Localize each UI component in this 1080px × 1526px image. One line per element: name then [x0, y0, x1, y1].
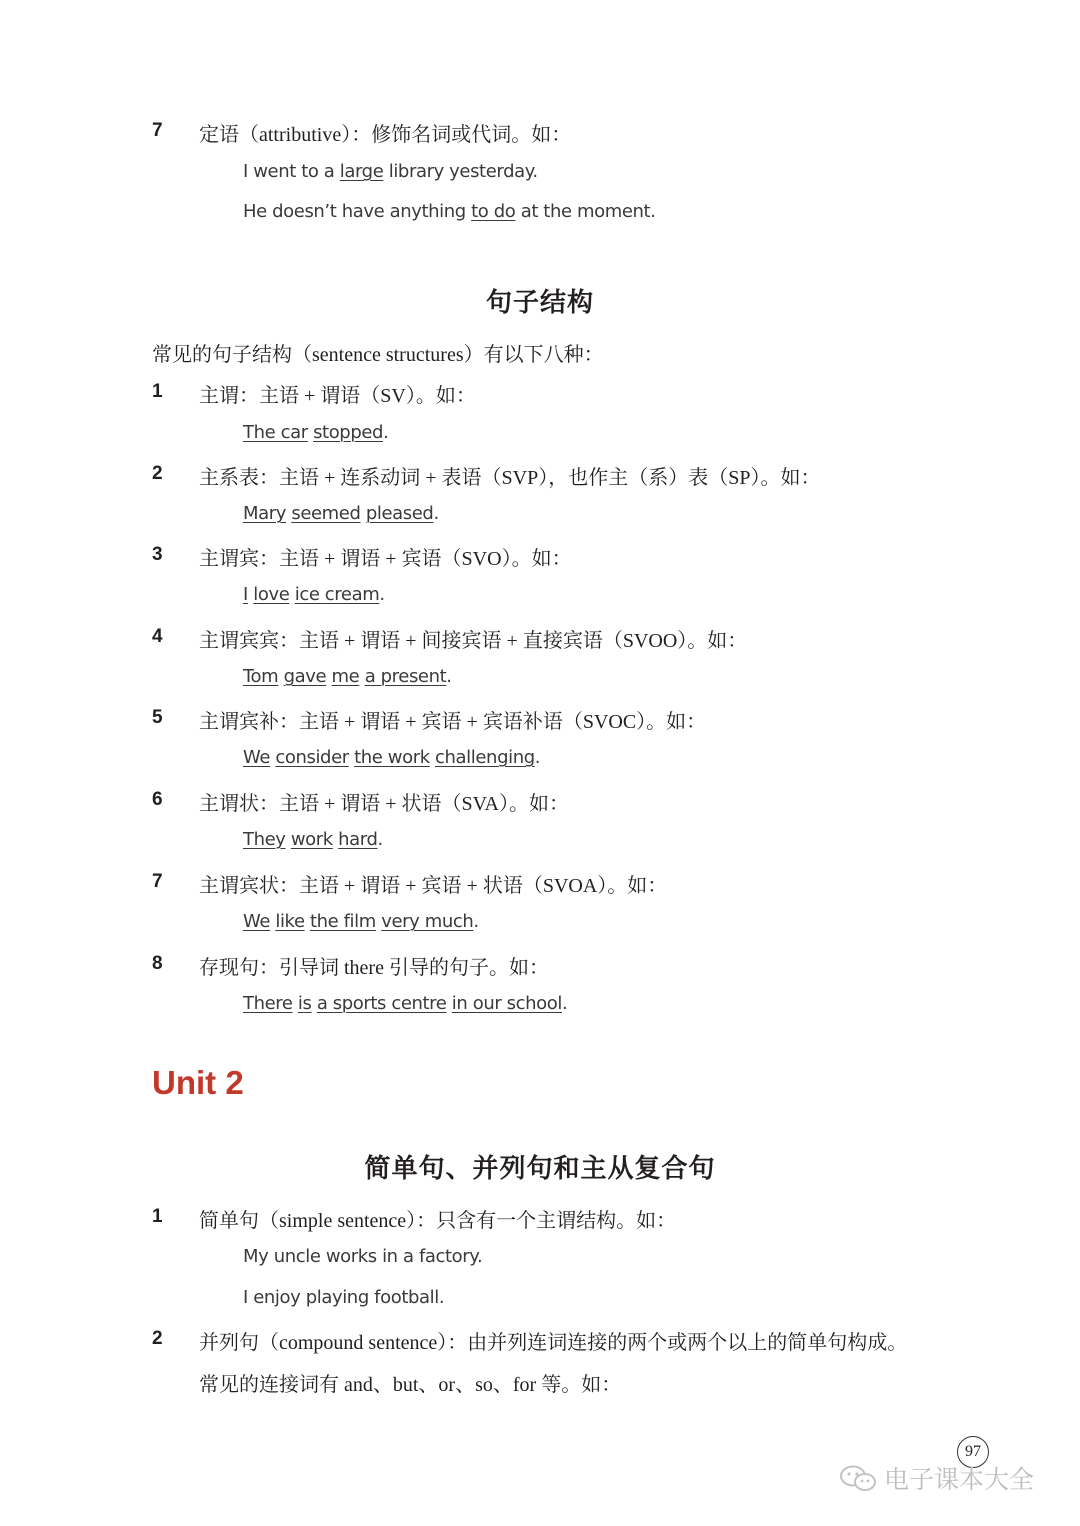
- item-text: 存现句：引导词 there 引导的句子。如：: [199, 957, 549, 979]
- example-sentence: The car stopped.: [243, 422, 389, 443]
- watermark: [838, 1460, 1034, 1496]
- section-title: 句子结构: [485, 288, 594, 318]
- item-number: 6: [152, 789, 163, 810]
- item-number: 2: [152, 1328, 163, 1349]
- item-text: 主谓宾状：主语 + 谓语 + 宾语 + 状语（SVOA）。如：: [199, 875, 668, 897]
- example-sentence: My uncle works in a factory.: [243, 1246, 483, 1267]
- example-sentence: They work hard.: [243, 829, 383, 850]
- example-sentence: I love ice cream.: [243, 584, 385, 605]
- item-text: 主谓宾宾：主语 + 谓语 + 间接宾语 + 直接宾语（SVOO）。如：: [199, 630, 748, 652]
- item-text: 主谓宾：主语 + 谓语 + 宾语（SVO）。如：: [199, 548, 572, 570]
- example-sentence: I enjoy playing football.: [243, 1287, 445, 1308]
- example-sentence: Mary seemed pleased.: [243, 503, 439, 524]
- example-sentence: Tom gave me a present.: [243, 666, 452, 687]
- example-sentence: There is a sports centre in our school.: [243, 993, 568, 1014]
- example-sentence: We consider the work challenging.: [243, 747, 541, 768]
- item-number: 4: [152, 626, 163, 647]
- item-number: 5: [152, 707, 163, 728]
- example-sentence: He doesn’t have anything to do at the moment.: [243, 201, 656, 222]
- section-title: 简单句、并列句和主从复合句: [364, 1154, 716, 1184]
- item-text: 主谓宾补：主语 + 谓语 + 宾语 + 宾语补语（SVOC）。如：: [199, 711, 707, 733]
- example-sentence: We like the film very much.: [243, 911, 479, 932]
- section-intro: 常见的句子结构（sentence structures）有以下八种：: [152, 344, 604, 366]
- item-text: 并列句（compound sentence）：由并列连词连接的两个或两个以上的简单句构成。: [199, 1332, 908, 1354]
- watermark-text: 电子课本大全: [884, 1465, 1035, 1494]
- item-text: 主谓：主语 + 谓语（SV）。如：: [199, 385, 476, 407]
- item-text: 主系表：主语 + 连系动词 + 表语（SVP），也作主（系）表（SP）。如：: [199, 467, 821, 489]
- item-text-continued: 常见的连接词有 and、but、or、so、for 等。如：: [199, 1374, 622, 1396]
- example-sentence: I went to a large library yesterday.: [243, 161, 538, 182]
- item-text: 简单句（simple sentence）：只含有一个主谓结构。如：: [199, 1210, 677, 1232]
- item-number: 8: [152, 953, 163, 974]
- item-number: 2: [152, 463, 163, 484]
- item-number: 1: [152, 1206, 163, 1227]
- item-number: 1: [152, 381, 163, 402]
- item-text: 主谓状：主语 + 谓语 + 状语（SVA）。如：: [199, 793, 569, 815]
- item-text: 定语（attributive）：修饰名词或代词。如：: [199, 124, 572, 146]
- item-number: 7: [152, 120, 163, 141]
- unit-title: Unit 2: [152, 1064, 244, 1101]
- page-number: 97: [957, 1436, 989, 1468]
- item-number: 3: [152, 544, 163, 565]
- wechat-icon: [838, 1463, 878, 1493]
- item-number: 7: [152, 871, 163, 892]
